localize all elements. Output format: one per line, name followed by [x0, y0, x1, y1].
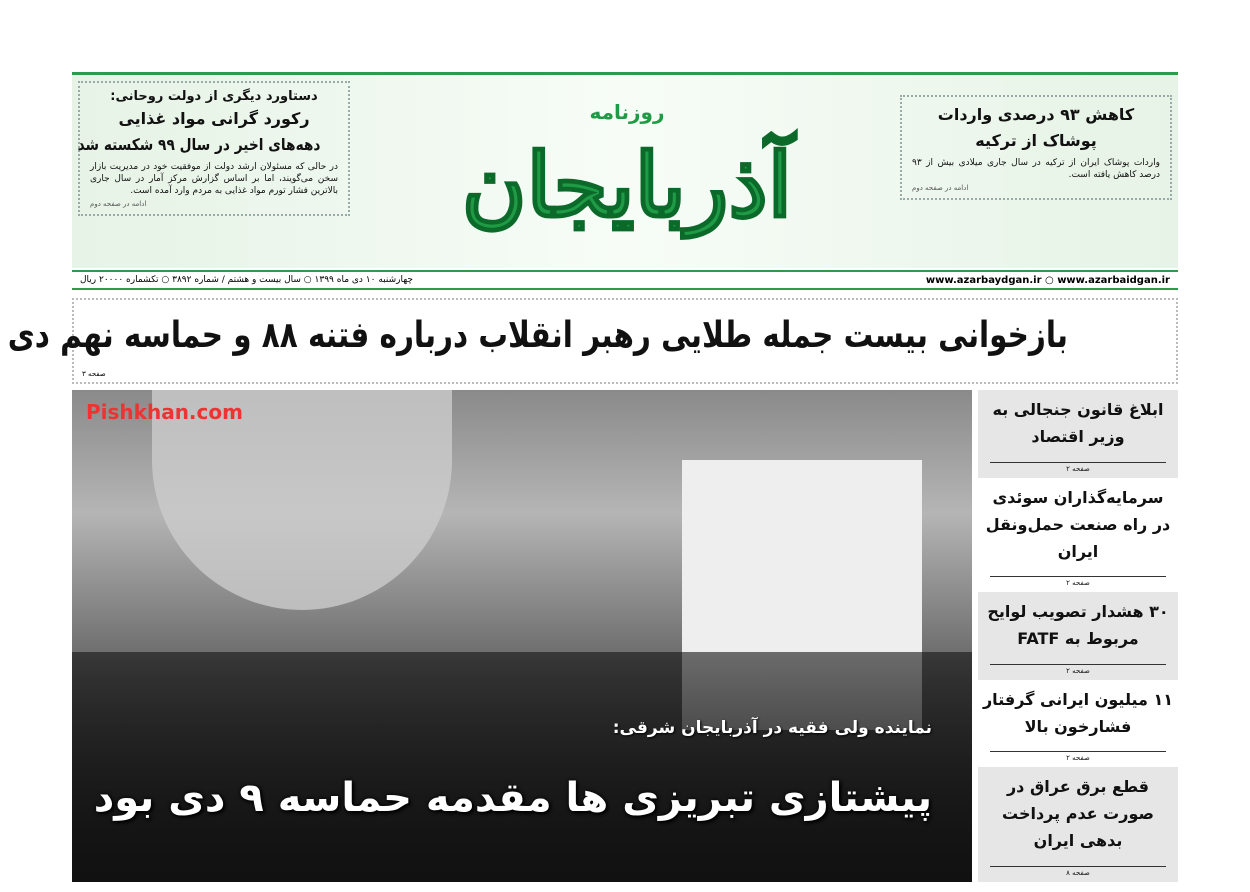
masthead	[72, 72, 1178, 268]
teaser-headline: کاهش ۹۳ درصدی واردات پوشاک از ترکیه	[937, 105, 1135, 150]
date-issue: چهارشنبه ۱۰ دی ماه ۱۳۹۹ ○ سال بیست و هشتم / شماره ۳۸۹۲ ○ تکشماره ۲۰۰۰۰ ریال	[80, 275, 413, 285]
sidebar-headline: ۱۱ میلیون ایرانی گرفتار فشارخون بالا	[982, 689, 1174, 736]
watermark: Pishkhan.com	[86, 400, 243, 424]
sidebar-item[interactable]	[978, 592, 1178, 680]
continued-note: ادامه در صفحه دوم	[90, 200, 147, 208]
teaser-kicker: دستاورد دیگری از دولت روحانی:	[110, 89, 318, 104]
logo-sub: روزنامه	[589, 99, 665, 124]
teaser-body: در حالی که مسئولان ارشد دولت از موفقیت خود در مدیریت بازار سخن می‌گویند، اما بر اساس گزارش مرکز آمار در سال جاری بالاترین فشار تورم مواد غذایی به مردم وارد آمده است.	[90, 162, 338, 196]
sidebar-item[interactable]	[978, 478, 1178, 593]
teaser-body: واردات پوشاک ایران از ترکیه در سال جاری میلادی بیش از ۹۳ درصد کاهش یافته است.	[912, 158, 1160, 180]
teaser-headline: رکورد گرانی مواد غذایی	[118, 109, 310, 128]
teaser-clothing-imports[interactable]	[900, 95, 1172, 200]
page-ref: صفحه ۲	[990, 664, 1166, 676]
photo-headline: پیشتازی تبریزی ها مقدمه حماسه ۹ دی بود	[93, 775, 932, 821]
sidebar-headline: سرمایه‌گذاران سوئدی در راه صنعت حمل‌ونقل ایران	[985, 487, 1171, 561]
newspaper-logo	[402, 75, 852, 268]
page-ref: صفحه ۸	[990, 866, 1166, 878]
teaser-food-prices[interactable]	[78, 81, 350, 216]
main-headline-text: بازخوانی بیست جمله طلایی رهبر انقلاب درباره فتنه ۸۸ و حماسه نهم دی	[7, 315, 1068, 356]
info-bar	[72, 270, 1178, 290]
logo-main: آذربایجان	[461, 132, 793, 237]
page-ref: صفحه ۲	[990, 462, 1166, 474]
page-ref: صفحه ۲	[990, 576, 1166, 588]
page-ref: صفحه ۳	[82, 370, 106, 378]
sidebar-news	[978, 390, 1178, 882]
sidebar-headline: قطع برق عراق در صورت عدم پرداخت بدهی ایران	[1002, 777, 1154, 851]
sidebar-headline: ۳۰ هشدار تصویب لوایح مربوط به FATF	[987, 602, 1169, 649]
sidebar-item[interactable]	[978, 390, 1178, 478]
audience	[72, 652, 972, 882]
website-links[interactable]: www.azarbaydgan.ir ○ www.azarbaidgan.ir	[925, 274, 1170, 286]
lead-photo[interactable]	[72, 390, 972, 882]
teaser-headline: دهه‌های اخیر در سال ۹۹ شکسته شد	[77, 135, 321, 154]
main-headline[interactable]	[7, 298, 1178, 384]
page-ref: صفحه ۲	[990, 751, 1166, 763]
sidebar-item[interactable]	[978, 680, 1178, 768]
sidebar-item[interactable]	[978, 767, 1178, 882]
photo-kicker: نماینده ولی فقیه در آذربایجان شرقی:	[612, 718, 932, 738]
sidebar-headline: ابلاغ قانون جنجالی به وزیر اقتصاد	[992, 400, 1164, 446]
continued-note: ادامه در صفحه دوم	[912, 184, 969, 192]
